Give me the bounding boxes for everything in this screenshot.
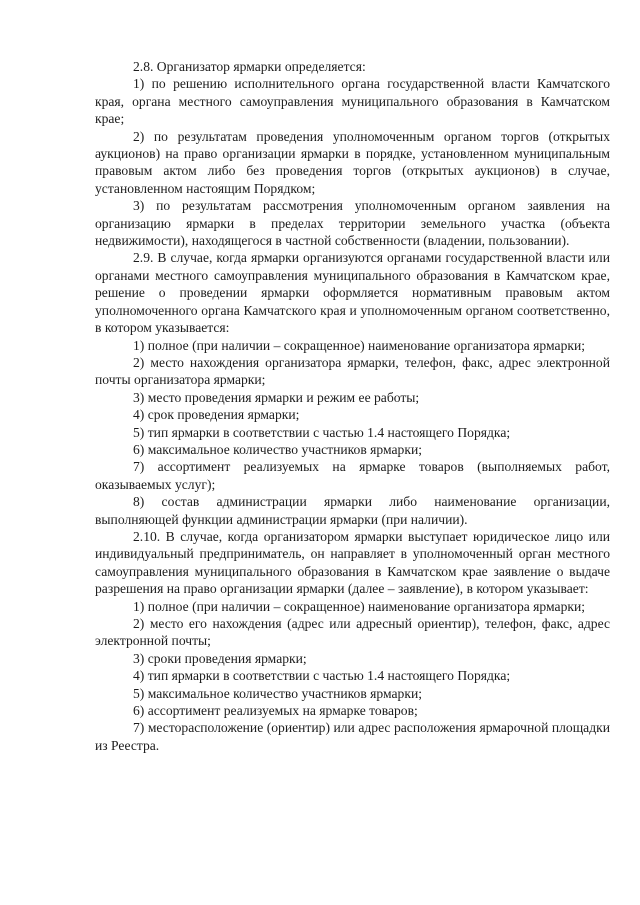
paragraph-2-10: 2.10. В случае, когда организатором ярмарки выступает юридическое лицо или индивидуальный предприниматель, он направляет в уполномоченный орган местного самоуправления муниципального образования в Камчатском крае заявление о выдаче разрешения на право организации ярмарки (далее – заявление), в котором указывает: bbox=[95, 528, 610, 597]
list-item: 4) срок проведения ярмарки; bbox=[133, 407, 300, 423]
list-item: 5) максимальное количество участников ярмарки; bbox=[133, 685, 423, 701]
list-item: 6) ассортимент реализуемых на ярмарке товаров; bbox=[133, 703, 418, 719]
document-page bbox=[95, 58, 610, 754]
paragraph-2-9: 2.9. В случае, когда ярмарки организуются органами государственной власти или органами местного самоуправления муниципального образования в Камчатском крае, решение о проведении ярмарки оформляется нормативным правовым актом уполномоченного органа Камчатского края и уполномоченным органом соответственно, в котором указывается: bbox=[95, 250, 610, 336]
list-item: 2) по результатам проведения уполномоченным органом торгов (открытых аукционов) на право организации ярмарки в порядке, установленном муниципальным правовым актом либо без проведения торгов (открытых аукционов) в случае, установленном настоящим Порядком; bbox=[95, 128, 610, 196]
list-item: 1) по решению исполнительного органа государственной власти Камчатского края, органа местного самоуправления муниципального образования в Камчатском крае; bbox=[95, 76, 610, 127]
list-item: 4) тип ярмарки в соответствии с частью 1.4 настоящего Порядка; bbox=[133, 668, 511, 684]
list-item: 6) максимальное количество участников ярмарки; bbox=[133, 441, 423, 457]
list-item: 2) место нахождения организатора ярмарки, телефон, факс, адрес электронной почты организатора ярмарки; bbox=[95, 354, 610, 388]
list-item: 3) место проведения ярмарки и режим ее работы; bbox=[133, 389, 420, 405]
list-item: 2) место его нахождения (адрес или адресный ориентир), телефон, факс, адрес электронной почты; bbox=[95, 616, 610, 649]
paragraph-2-8: 2.8. Организатор ярмарки определяется: bbox=[133, 59, 366, 74]
list-item: 7) ассортимент реализуемых на ярмарке товаров (выполняемых работ, оказываемых услуг); bbox=[95, 459, 610, 492]
list-item: 3) сроки проведения ярмарки; bbox=[133, 650, 307, 666]
list-item: 7) месторасположение (ориентир) или адрес расположения ярмарочной площадки из Реестра. bbox=[95, 720, 610, 753]
list-item: 1) полное (при наличии – сокращенное) наименование организатора ярмарки; bbox=[133, 337, 586, 353]
list-item: 8) состав администрации ярмарки либо наименование организации, выполняющей функции администрации ярмарки (при наличии). bbox=[95, 494, 610, 527]
list-item: 1) полное (при наличии – сокращенное) наименование организатора ярмарки; bbox=[133, 598, 586, 614]
list-item: 5) тип ярмарки в соответствии с частью 1.4 настоящего Порядка; bbox=[133, 424, 511, 440]
list-item: 3) по результатам рассмотрения уполномоченным органом заявления на организацию ярмарки в пределах территории земельного участка (объекта недвижимости), находящегося в частной собственности (владении, пользовании). bbox=[95, 198, 610, 249]
